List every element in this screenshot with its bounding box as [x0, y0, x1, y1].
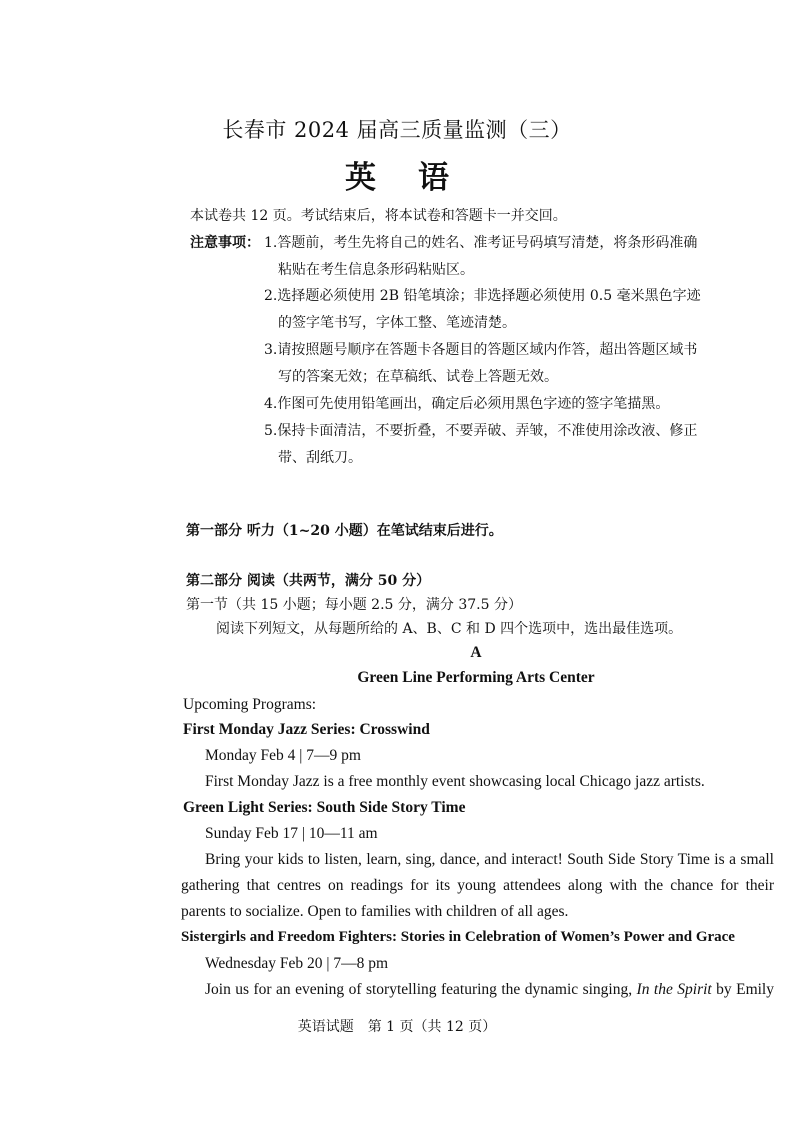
section1-heading: 第一节（共 15 小题；每小题 2.5 分，满分 37.5 分） — [186, 597, 522, 613]
upcoming-label: Upcoming Programs: — [183, 696, 317, 713]
program-desc: First Monday Jazz is a free monthly event showcasing local Chicago jazz artists. — [205, 773, 705, 790]
reading-instruction: 阅读下列短文，从每题所给的 A、B、C 和 D 四个选项中，选出最佳选项。 — [216, 621, 683, 637]
note-item-cont: 写的答案无效；在草稿纸、试卷上答题无效。 — [278, 369, 558, 385]
note-item: 2.选择题必须使用 2B 铅笔填涂；非选择题必须使用 0.5 毫米黑色字迹 — [264, 288, 701, 304]
passage-title: Green Line Performing Arts Center — [357, 669, 595, 686]
program-desc — [205, 981, 774, 999]
exam-title: 长春市 2024 届高三质量监测（三） — [222, 118, 572, 142]
program-time: Wednesday Feb 20 | 7—8 pm — [205, 955, 389, 972]
desc-text: Join us for an evening of storytelling featuring the dynamic singing, — [205, 981, 637, 998]
subject-title: 英语 — [345, 160, 491, 196]
program-title: First Monday Jazz Series: Crosswind — [183, 721, 430, 738]
notes-label: 注意事项： — [190, 235, 260, 251]
program-desc: Bring your kids to listen, learn, sing, dance, and interact! South Side Story Time is a small — [205, 851, 774, 868]
note-item-cont: 粘贴在考生信息条形码粘贴区。 — [278, 262, 474, 278]
note-item: 1.答题前，考生先将自己的姓名、准考证号码填写清楚，将条形码准确 — [264, 235, 698, 251]
note-item-cont: 的签字笔书写，字体工整、笔迹清楚。 — [278, 315, 516, 331]
program-desc: parents to socialize. Open to families with children of all ages. — [181, 903, 569, 920]
intro-text: 本试卷共 12 页。考试结束后，将本试卷和答题卡一并交回。 — [190, 208, 567, 224]
note-item: 4.作图可先使用铅笔画出，确定后必须用黑色字迹的签字笔描黑。 — [264, 396, 670, 412]
desc-text: by Emily — [711, 981, 774, 998]
program-title: Sistergirls and Freedom Fighters: Stories in Celebration of Women’s Power and Grace — [181, 929, 735, 945]
note-item-cont: 带、刮纸刀。 — [278, 450, 362, 466]
note-item: 5.保持卡面清洁，不要折叠，不要弄破、弄皱，不准使用涂改液、修正 — [264, 423, 698, 439]
part2-heading: 第二部分 阅读（共两节，满分 50 分） — [186, 573, 431, 589]
note-item: 3.请按照题号顺序在答题卡各题目的答题区域内作答，超出答题区域书 — [264, 342, 698, 358]
program-time: Monday Feb 4 | 7—9 pm — [205, 747, 361, 764]
part1-heading: 第一部分 听力（1~20 小题）在笔试结束后进行。 — [186, 523, 503, 539]
program-time: Sunday Feb 17 | 10—11 am — [205, 825, 378, 842]
page-footer: 英语试题 第 1 页（共 12 页） — [297, 1019, 497, 1035]
program-desc: gathering that centres on readings for its young attendees along with the chance for their — [181, 877, 774, 894]
program-title: Green Light Series: South Side Story Time — [183, 799, 466, 816]
passage-letter: A — [470, 644, 482, 661]
desc-italic-title: In the Spirit — [636, 981, 712, 998]
